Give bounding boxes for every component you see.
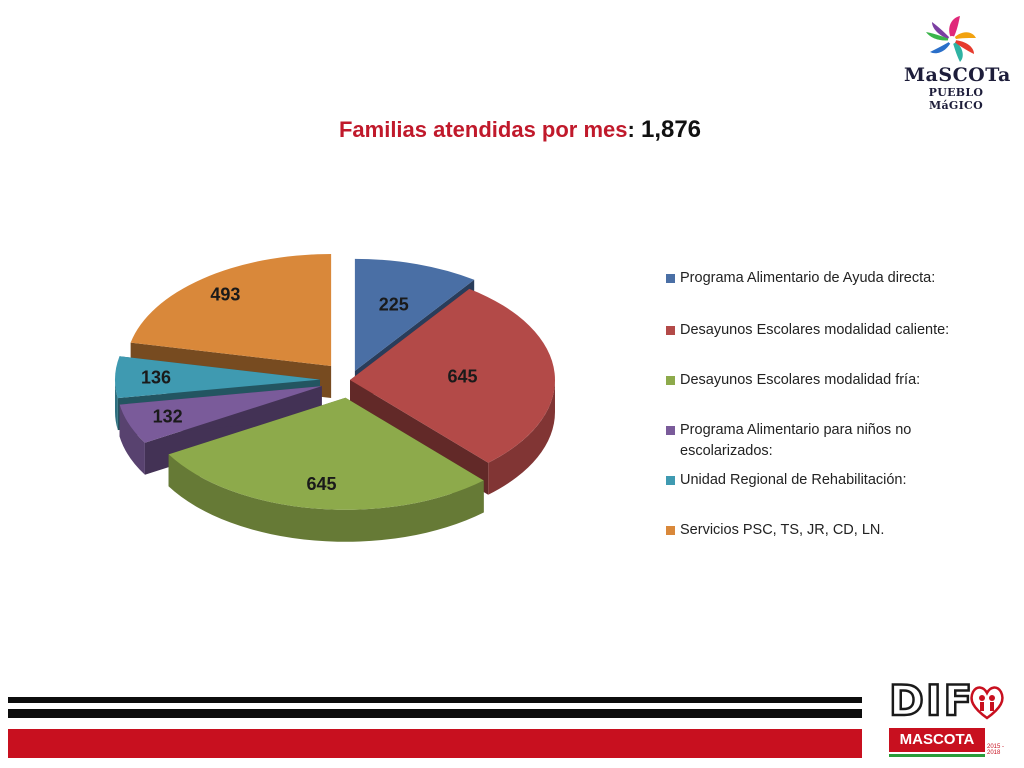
- legend-swatch-1: [666, 274, 675, 283]
- legend-swatch-2: [666, 326, 675, 335]
- dif-place-label: MASCOTA: [889, 728, 985, 752]
- chart-title-total: 1,876: [640, 116, 702, 143]
- logo-brand-text: MaSCOTa: [904, 64, 1011, 86]
- pie-data-label-1: 225: [378, 294, 409, 315]
- family-heart-icon: [969, 682, 1005, 722]
- pie-data-label-3: 645: [306, 474, 337, 495]
- legend-item-3: [666, 370, 966, 391]
- legend-label-1: Programa Alimentario de Ayuda directa:: [680, 270, 936, 286]
- legend-item-2: [666, 320, 966, 341]
- mascota-pueblo-magico-logo: [900, 14, 1011, 112]
- flower-logo-icon: [900, 14, 1010, 70]
- footer-stripe-top: [8, 697, 862, 703]
- legend-item-5: [666, 470, 966, 491]
- legend-label-6: Servicios PSC, TS, JR, CD, LN.: [680, 522, 885, 538]
- chart-title-label: Familias atendidas por mes: [338, 117, 628, 142]
- legend-item-4: [666, 420, 966, 462]
- legend-label-4: Programa Alimentario para niños no escolarizados:: [680, 422, 912, 459]
- legend-swatch-3: [666, 376, 675, 385]
- pie-data-label-6: 493: [210, 284, 241, 305]
- legend-item-1: [666, 268, 966, 289]
- dif-years-label: 2015 - 2018: [987, 744, 1005, 756]
- legend-swatch-5: [666, 476, 675, 485]
- footer-stripe-bottom: [8, 709, 862, 718]
- chart-title-separator: :: [627, 117, 635, 142]
- footer-red-bar: [8, 729, 862, 758]
- dif-green-line: [889, 754, 985, 757]
- chart-title: [0, 116, 1024, 144]
- logo-tagline-text: PUEBLO MáGICO: [928, 86, 984, 112]
- legend-label-2: Desayunos Escolares modalidad caliente:: [680, 322, 950, 338]
- pie-chart: [110, 250, 610, 570]
- legend-label-3: Desayunos Escolares modalidad fría:: [680, 372, 921, 388]
- dif-mascota-logo: [885, 676, 1015, 765]
- dif-logo-text: DIF: [889, 676, 975, 725]
- legend-swatch-4: [666, 426, 675, 435]
- legend-item-6: [666, 520, 966, 541]
- legend-label-5: Unidad Regional de Rehabilitación:: [680, 472, 907, 488]
- pie-data-label-4: 132: [152, 406, 183, 427]
- pie-data-label-5: 136: [141, 367, 172, 388]
- pie-data-label-2: 645: [447, 366, 478, 387]
- legend-swatch-6: [666, 526, 675, 535]
